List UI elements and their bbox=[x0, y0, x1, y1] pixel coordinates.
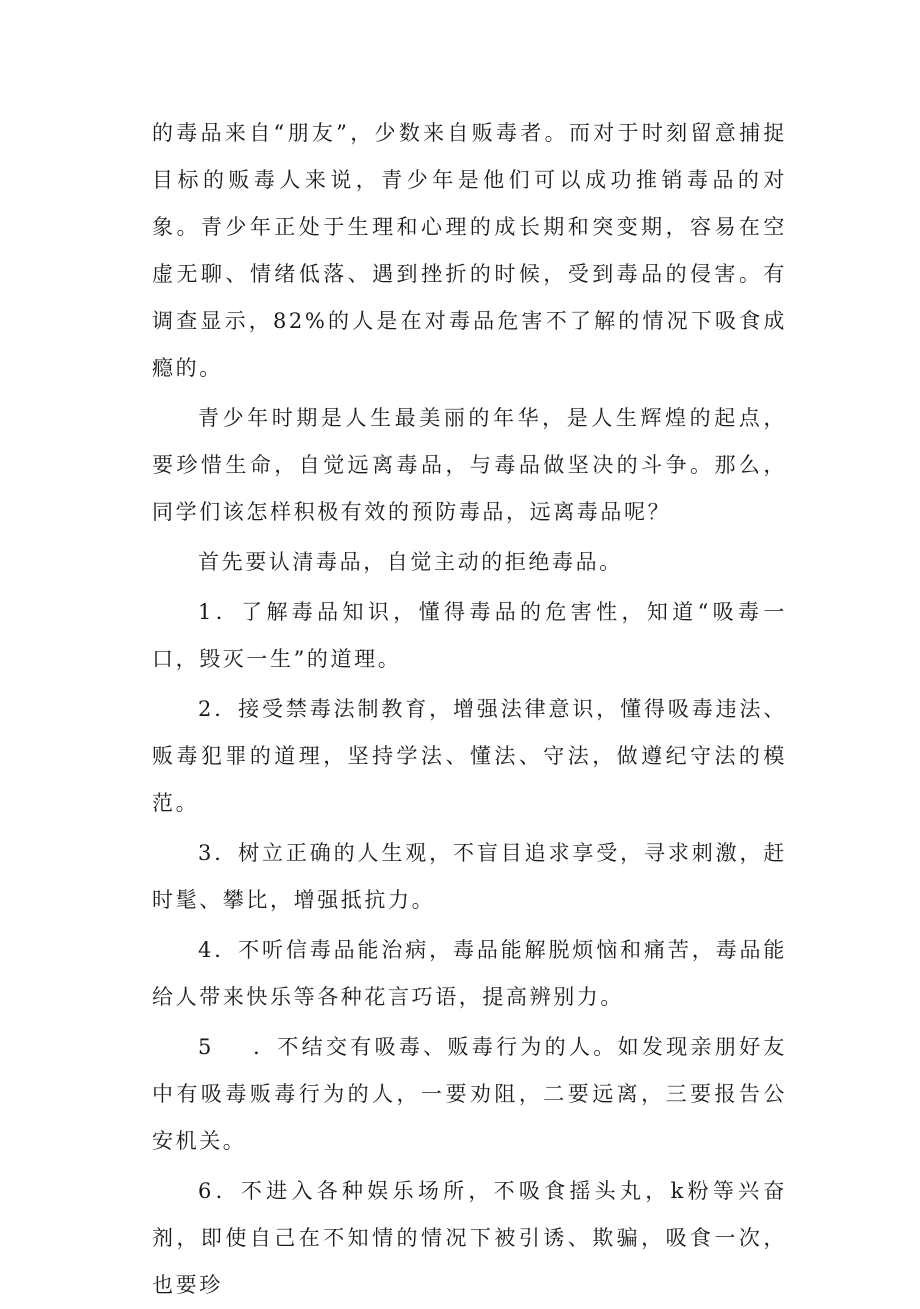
paragraph-1: 青少年时期是人生最美丽的年华，是人生辉煌的起点，要珍惜生命，自觉远离毒品，与毒品做坚决的斗争。那么，同学们该怎样积极有效的预防毒品，远离毒品呢？ bbox=[152, 406, 787, 524]
paragraph-0: 的毒品来自“朋友”，少数来自贩毒者。而对于时刻留意捕捉目标的贩毒人来说，青少年是他们可以成功推销毒品的对象。青少年正处于生理和心理的成长期和突变期，容易在空虚无聊、情绪低落、遇到挫折的时候，受到毒品的侵害。有调查显示，82%的人是在对毒品危害不了解的情况下吸食成瘾的。 bbox=[152, 121, 787, 380]
list-number: 5 bbox=[198, 1035, 213, 1059]
paragraph-8: 6．不进入各种娱乐场所，不吸食摇头丸，k粉等兴奋剂，即使自己在不知情的情况下被引诱、欺骗，吸食一次，也要珍 bbox=[152, 1179, 787, 1297]
paragraph-4: 2．接受禁毒法制教育，增强法律意识，懂得吸毒违法、贩毒犯罪的道理，坚持学法、懂法、守法，做遵纪守法的模范。 bbox=[152, 697, 787, 815]
document-body bbox=[152, 110, 787, 1309]
paragraph-7-text: ．不结交有吸毒、贩毒行为的人。如发现亲朋好友中有吸毒贩毒行为的人，一要劝阻，二要远离，三要报告公安机关。 bbox=[152, 1035, 787, 1153]
paragraph-5: 3．树立正确的人生观，不盲目追求享受，寻求刺激，赶时髦、攀比，增强抵抗力。 bbox=[152, 841, 787, 912]
paragraph-6: 4．不听信毒品能治病，毒品能解脱烦恼和痛苦，毒品能给人带来快乐等各种花言巧语，提高辨别力。 bbox=[152, 938, 787, 1009]
paragraph-7 bbox=[152, 1024, 787, 1165]
paragraph-2: 首先要认清毒品，自觉主动的拒绝毒品。 bbox=[198, 550, 623, 574]
paragraph-3: 1．了解毒品知识，懂得毒品的危害性，知道“吸毒一口，毁灭一生”的道理。 bbox=[152, 600, 787, 671]
